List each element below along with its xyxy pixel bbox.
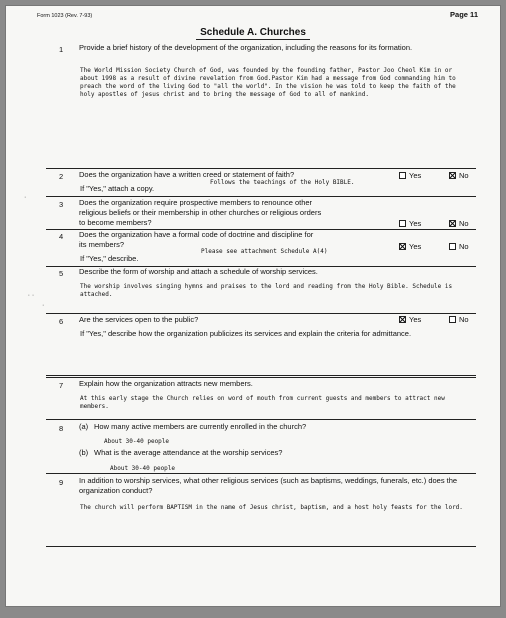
q5-question: Describe the form of worship and attach a schedule of worship services. [79,267,318,276]
checkbox-checked[interactable] [449,220,456,227]
page-number: Page 11 [450,10,478,19]
q9-number: 9 [59,478,64,487]
checkbox-checked[interactable] [449,172,456,179]
q2-instruction: If "Yes," attach a copy. [80,184,155,193]
q4-line-2: its members? [79,240,125,249]
q7-question: Explain how the organization attracts new members. [79,379,253,388]
scan-speck: · [42,302,45,309]
q4-no-option[interactable]: No [449,242,469,251]
q3-line-1: Does the organization require prospective members to renounce other [79,198,313,207]
divider [46,168,476,169]
q2-no-option[interactable]: No [449,171,469,180]
q6-yes-option[interactable]: Yes [399,315,421,324]
q8b-answer: About 30-40 people [110,465,176,472]
q8a-answer: About 30-40 people [104,438,170,445]
checkbox[interactable] [449,243,456,250]
scan-speck: · [24,194,27,201]
q1-question: Provide a brief history of the development of the organization, including the reasons for its formation. [79,43,413,52]
q2-number: 2 [59,172,64,181]
q8-number: 8 [59,424,64,433]
checkbox-checked[interactable] [399,243,406,250]
q3-line-3: to become members? [79,218,152,227]
q8a-question: How many active members are currently enrolled in the church? [94,422,307,431]
checkbox[interactable] [449,316,456,323]
q9-question: In addition to worship services, what other religious services (such as baptisms, weddings, funerals, etc.) does the organization conduct? [79,476,458,495]
q4-instruction: If "Yes," describe. [80,254,139,263]
q7-number: 7 [59,381,64,390]
q3-no-option[interactable]: No [449,219,469,228]
divider [46,419,476,420]
divider [46,473,476,474]
checkbox[interactable] [399,220,406,227]
divider [46,196,476,197]
divider [46,375,476,378]
q8b-label: (b) [79,448,89,457]
q8a-label: (a) [79,422,89,431]
checkbox-checked[interactable] [399,316,406,323]
q7-answer: At this early stage the Church relies on word of mouth from current guests and members to attract new members. [80,395,445,410]
form-page [6,6,500,606]
q6-question: Are the services open to the public? [79,315,199,324]
q9-answer: The church will perform BAPTISM in the name of Jesus christ, baptism, and a host holy feasts for the lord. [80,504,463,511]
q3-number: 3 [59,200,64,209]
q8b-question: What is the average attendance at the worship services? [94,448,283,457]
q6-no-option[interactable]: No [449,315,469,324]
q4-yes-option[interactable]: Yes [399,242,421,251]
divider [46,546,476,547]
q5-answer: The worship involves singing hymns and praises to the lord and reading from the Holy Bible. Schedule is attached. [80,283,453,298]
form-id: Form 1023 (Rev. 7-93) [37,13,93,19]
checkbox[interactable] [399,172,406,179]
q6-number: 6 [59,317,64,326]
q2-answer: Follows the teachings of the Holy BIBLE. [210,179,355,186]
divider [46,313,476,314]
scan-speck: ∙ · [28,292,35,299]
q3-line-2: religious beliefs or their membership in other churches or religious orders [79,208,322,217]
q1-answer: The World Mission Society Church of God, was founded by the founding father, Pastor Joo Cheol Kim in or about 1998 as a result of divine revelation from God.Pastor Kim had a message from God commanding him to preach the word of the living God to "all the world". In the vision he was told to keep the faith of the holy apostles of jesus christ and to bring the message of God to all of mankind. [80,67,456,98]
schedule-title: Schedule A. Churches [196,27,310,40]
q2-yes-option[interactable]: Yes [399,171,421,180]
q4-number: 4 [59,232,64,241]
q1-number: 1 [59,45,64,54]
q5-number: 5 [59,269,64,278]
q2-question: Does the organization have a written creed or statement of faith? [79,170,295,179]
q6-instruction: If "Yes," describe how the organization publicizes its services and explain the criteria for admittance. [80,329,412,338]
q4-answer: Please see attachment Schedule A(4) [201,248,328,255]
q4-line-1: Does the organization have a formal code of doctrine and discipline for [79,230,314,239]
q3-yes-option[interactable]: Yes [399,219,421,228]
